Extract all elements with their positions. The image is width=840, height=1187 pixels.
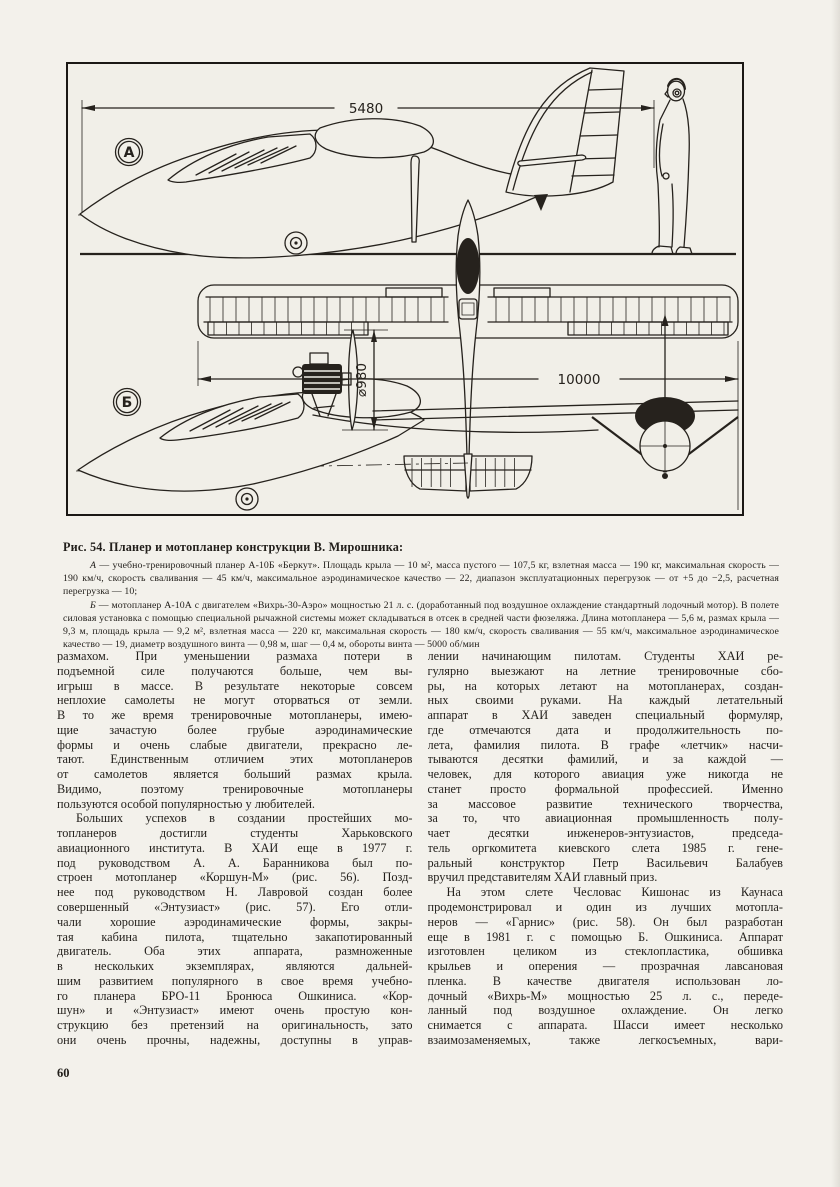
text-column-left xyxy=(57,649,413,1048)
dimension-label-length: 5480 xyxy=(348,101,384,117)
text-line: станет просто формальной профессией. Именно xyxy=(427,781,783,796)
text-line: В то же время тренировочные мотопланеры, имею- xyxy=(57,708,413,723)
text-line: изготовлен целиком из стеклопластика, обшивка xyxy=(427,944,783,959)
text-line: тель оргкомитета киевского слета 1985 г. гене- xyxy=(427,840,783,855)
figure-caption-title: Рис. 54. Планер и мотопланер конструкции В. Мирошника: xyxy=(63,540,404,554)
text-line: го планера БРО-11 Бронюса Ошкиниса. «Кор- xyxy=(57,988,413,1003)
text-column-right xyxy=(428,649,784,1048)
dimension-label-prop: ⌀980 xyxy=(354,363,370,397)
text-line: тая кабина пилота, тщательно закапотированный xyxy=(57,929,413,944)
tailplane-right xyxy=(470,456,532,491)
text-line: неров — «Гарнис» (рис. 58). Он был разработан xyxy=(427,914,783,929)
text-line: подъемной силе получаются больше, чем вы- xyxy=(57,663,413,678)
text-line: совершенный «Энтузиаст» (рис. 57). Его отли- xyxy=(57,900,413,915)
engine-magneto xyxy=(293,367,303,377)
vertical-fin xyxy=(506,68,624,196)
human-figure-scale xyxy=(652,79,692,254)
text-line: ральный конструктор Петр Васильевич Балабуев xyxy=(427,855,783,870)
text-line: еще в 1981 г. с помощью Б. Ошкиниса. Аппарат xyxy=(427,929,783,944)
canopy-plan xyxy=(457,238,480,294)
text-line: игрыш в массе. В результате некоторые совсем xyxy=(57,678,413,693)
wheel-axle xyxy=(294,241,297,244)
text-line: в нескольких экземплярах, являются дальней- xyxy=(57,959,413,974)
dimension-label-span: 10000 xyxy=(557,372,601,388)
text-line: пленка. В качестве двигателя использован ло- xyxy=(427,973,783,988)
text-line: нее под руководством Н. Лавровой создан более xyxy=(57,885,413,900)
text-line: продемонстрировал и один из лучших мотопла- xyxy=(427,900,783,915)
text-line: за то, что авиационная промышленность полу- xyxy=(427,811,783,826)
text-line: Больших успехов в создании простейших мо- xyxy=(76,811,413,826)
text-line: неплохие самолеты не могут оторваться от земли. xyxy=(57,693,413,708)
text-line: авиационного института. В ХАИ еще в 1977 г. xyxy=(57,840,413,855)
tail-skid-front xyxy=(662,473,668,479)
text-line: ланный под воздушное охлаждение. Он легко xyxy=(427,1003,783,1018)
text-line: строен мотопланер «Коршун-М» (рис. 56). Позд- xyxy=(57,870,413,885)
text-line: пользуются особой популярностью у любителей. xyxy=(57,796,315,811)
text-line: лении начинающим пилотам. Студенты ХАИ ре- xyxy=(427,649,783,663)
svg-text:А: А xyxy=(123,145,135,161)
text-line: размахом. При уменьшении размаха потери в xyxy=(57,649,413,663)
text-line: двигатель. Оба этих аппарата, размноженные xyxy=(57,944,413,959)
page-number: 60 xyxy=(57,1066,70,1080)
caption-item-a xyxy=(63,559,779,599)
text-line: человек, для которого авиация уже никогда не xyxy=(427,767,783,782)
text-line: чает десятки инженеров-энтузиастов, председа- xyxy=(427,826,783,841)
text-line: щие зачастую более грубые аэродинамические xyxy=(57,722,413,737)
text-line: тываются десятки фамилий, и за каждой — xyxy=(427,752,783,767)
tail-bumper xyxy=(534,194,548,211)
rear-view xyxy=(592,314,738,479)
text-line: струкцию без претензий на оригинальность, зато xyxy=(57,1018,413,1033)
side-view-glider xyxy=(78,68,736,258)
caption-item-b-text: — мотопланер А-10А с двигателем «Вихрь-30-Аэро» мощностью 21 л. с. (доработанный под воздушное охлаждение стандартный лодочный мотор). В полете силовая установка с помощью специальной рычажной системы может складываться в отсек в средней части фюзеляжа. Длина мотопланера — 5,6 м, размах крыла — 9,3 м, площадь крыла — 9,2 м², взлетная масса — 220 кг, максимальная скорость — 180 км/ч, скорость сваливания — 55 км/ч, максимальное аэродинамическое качество — 19, диаметр воздушного винта — 0,98 м, шаг — 0,4 м, обороты винта — 5000 об/мин xyxy=(63,599,779,651)
text-line: шим развитием популярного в свое время учебно- xyxy=(57,973,413,988)
text-line: взаимозаменяемых, также легкосъемных, вари- xyxy=(427,1032,783,1047)
figure-caption xyxy=(63,540,779,651)
text-line: крыльев и оперения — прозрачная лавсановая xyxy=(427,959,783,974)
wheel-axle-b xyxy=(245,497,248,500)
caption-item-b-label: Б xyxy=(90,599,96,611)
text-line: формы и очень слабые двигатели, прекрасно ле- xyxy=(57,737,413,752)
text-line: ры, на которых летают на мотопланерах, создан- xyxy=(427,678,783,693)
text-line: шун» и «Энтузиаст» имеют очень простую кон- xyxy=(57,1003,413,1018)
text-line: за массовое развитие технического творчества, xyxy=(427,796,783,811)
caption-item-a-text: — учебно-тренировочный планер А-10Б «Беркут». Площадь крыла — 10 м², масса пустого — 107,5 кг, взлетная масса — 190 кг, максимальная скорость — 190 км/ч, скорость сваливания — 45 км/ч, максимальное аэродинамическое качество — 22, диапазон эксплуатационных перегрузок — от +5 до −2,5, расчетная перегрузка — 10; xyxy=(63,560,779,598)
wing-root-airfoil xyxy=(315,119,433,158)
tailplane-left xyxy=(404,456,466,491)
engine-carburetor xyxy=(310,353,328,364)
view-label-a xyxy=(116,139,143,166)
motoglider-side-view xyxy=(76,379,738,510)
text-line: дочный «Вихрь-М» мощностью 25 л. с., переде- xyxy=(427,988,783,1003)
text-line: тают. Единственным отличием этих мотопланеров xyxy=(57,752,413,767)
text-line: Видимо, поэтому тренировочные мотопланеры xyxy=(57,781,413,796)
text-line: чали хорошие аэродинамические формы, закры- xyxy=(57,914,413,929)
text-line: ных своими руками. На каждый летательный xyxy=(427,693,783,708)
text-line: аппарат в ХАИ заведен специальный формуляр, xyxy=(427,708,783,723)
text-line: гулярно выезжают на летние тренировочные сбо- xyxy=(427,663,783,678)
figure-54-drawing xyxy=(66,62,744,516)
text-line: топланеров достигли студенты Харьковского xyxy=(57,826,413,841)
text-line: снимается с аппарата. Шасси имеет несколько xyxy=(427,1018,783,1033)
text-line: лета, фамилия пилота. В графе «летчик» насчи- xyxy=(427,737,783,752)
svg-text:Б: Б xyxy=(121,395,133,411)
technical-drawing xyxy=(68,64,742,514)
text-line: На этом слете Чесловас Кишонас из Каунаса xyxy=(446,885,783,900)
view-label-b xyxy=(114,389,141,416)
caption-item-a-label: А xyxy=(90,560,97,571)
text-line: вручил представителям ХАИ главный приз. xyxy=(427,870,658,885)
text-line: где отмечаются дата и продолжительность по- xyxy=(427,722,783,737)
text-line: они очень прочны, надежны, доступны в управ- xyxy=(57,1032,413,1047)
text-line: от самолетов является больший размах крыла. xyxy=(57,767,413,782)
body-text xyxy=(57,649,783,1048)
caption-item-b xyxy=(63,599,779,652)
text-line: под руководством А. А. Баранникова был по- xyxy=(57,855,413,870)
